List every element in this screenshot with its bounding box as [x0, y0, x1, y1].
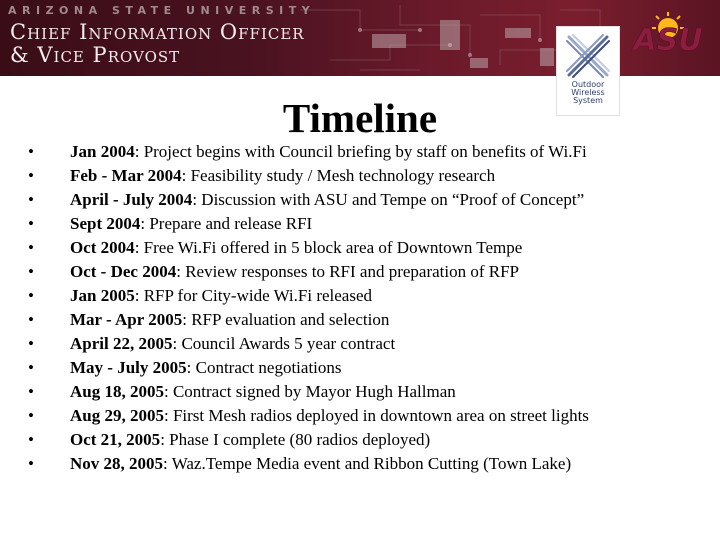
timeline-text: : Review responses to RFI and preparation of RFP [176, 262, 520, 281]
asu-logo-text: ASU [633, 23, 703, 56]
logo-line-system: System [573, 96, 603, 105]
bullet-icon: • [28, 142, 34, 161]
timeline-item [28, 164, 708, 188]
timeline-list [28, 140, 708, 476]
outdoor-wireless-logo-text [557, 81, 619, 105]
timeline-text: : Council Awards 5 year contract [172, 334, 396, 353]
timeline-date: Oct 21, 2005 [70, 430, 161, 449]
timeline-date: April - July 2004 [70, 190, 193, 209]
timeline-text: : Contract signed by Mayor Hugh Hallman [163, 382, 456, 401]
timeline-text: : First Mesh radios deployed in downtown area on street lights [163, 406, 589, 425]
timeline-text: : Phase I complete (80 radios deployed) [160, 430, 431, 449]
timeline-text: : Free Wi.Fi offered in 5 block area of Downtown Tempe [134, 238, 523, 257]
timeline-date: Jan 2005 [70, 286, 135, 305]
timeline-text: : Discussion with ASU and Tempe on “Proof of Concept” [192, 190, 585, 209]
timeline-text: : RFP for City-wide Wi.Fi released [134, 286, 373, 305]
office-title-line2: & Vice Provost [10, 43, 181, 67]
logo-line-outdoor: Outdoor [571, 80, 605, 89]
timeline-item [28, 260, 708, 284]
timeline-text: : Feasibility study / Mesh technology research [181, 166, 496, 185]
bullet-icon: • [28, 286, 34, 305]
timeline-text: : Project begins with Council briefing by staff on benefits of Wi.Fi [134, 142, 587, 161]
timeline-item [28, 332, 708, 356]
bullet-icon: • [28, 310, 34, 329]
timeline-date: Oct - Dec 2004 [70, 262, 177, 281]
timeline-date: Feb - Mar 2004 [70, 166, 182, 185]
timeline-item [28, 212, 708, 236]
bullet-icon: • [28, 214, 34, 233]
bullet-icon: • [28, 238, 34, 257]
timeline-item [28, 140, 708, 164]
bullet-icon: • [28, 382, 34, 401]
asu-logo [620, 10, 716, 56]
outdoor-wireless-logo [556, 26, 620, 116]
timeline-date: Sept 2004 [70, 214, 141, 233]
timeline-item [28, 236, 708, 260]
timeline-item [28, 452, 708, 476]
timeline-text: : RFP evaluation and selection [182, 310, 390, 329]
timeline-item [28, 284, 708, 308]
bullet-icon: • [28, 406, 34, 425]
timeline-date: April 22, 2005 [70, 334, 173, 353]
timeline-date: Mar - Apr 2005 [70, 310, 183, 329]
slide-title: Timeline [282, 95, 438, 141]
timeline-date: May - July 2005 [70, 358, 187, 377]
timeline-date: Nov 28, 2005 [70, 454, 164, 473]
bullet-icon: • [28, 334, 34, 353]
office-title-line1: Chief Information Officer [10, 20, 305, 44]
bullet-icon: • [28, 430, 34, 449]
timeline-text: : Contract negotiations [186, 358, 342, 377]
timeline-item [28, 404, 708, 428]
timeline-date: Oct 2004 [70, 238, 135, 257]
university-name: ARIZONA STATE UNIVERSITY [8, 4, 316, 17]
timeline-item [28, 308, 708, 332]
timeline-date: Jan 2004 [70, 142, 135, 161]
bullet-icon: • [28, 358, 34, 377]
bullet-icon: • [28, 190, 34, 209]
timeline-item [28, 188, 708, 212]
logo-line-wireless: Wireless [571, 88, 605, 97]
bullet-icon: • [28, 262, 34, 281]
timeline-item [28, 428, 708, 452]
crossed-waves-icon [563, 31, 613, 81]
timeline-date: Aug 18, 2005 [70, 382, 164, 401]
timeline-text: : Prepare and release RFI [140, 214, 313, 233]
timeline-item [28, 356, 708, 380]
timeline-text: : Waz.Tempe Media event and Ribbon Cutting (Town Lake) [163, 454, 572, 473]
timeline-item [28, 380, 708, 404]
bullet-icon: • [28, 454, 34, 473]
bullet-icon: • [28, 166, 34, 185]
timeline-date: Aug 29, 2005 [70, 406, 164, 425]
